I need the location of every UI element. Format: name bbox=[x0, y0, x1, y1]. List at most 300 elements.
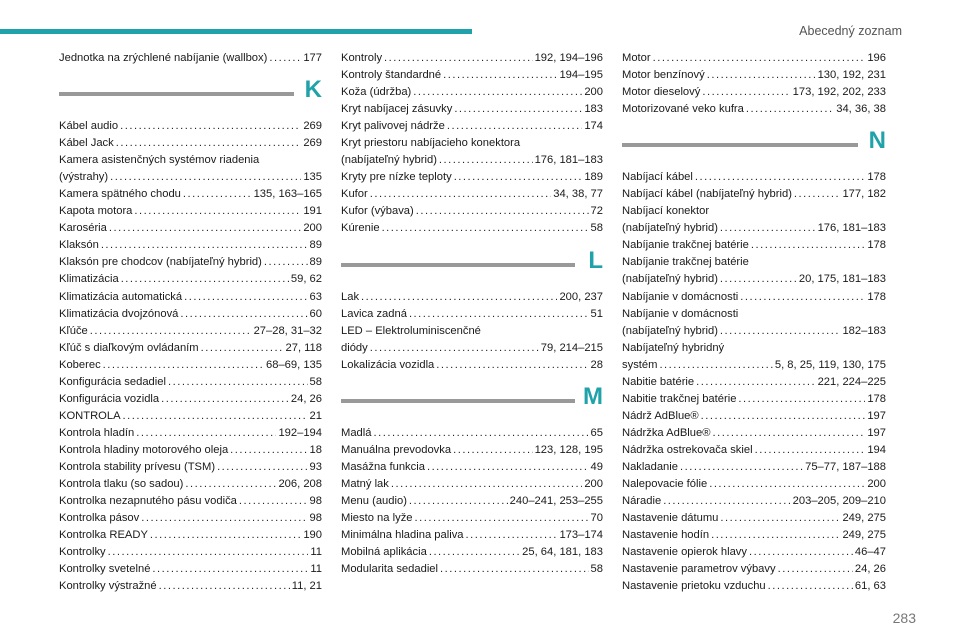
dot-leader bbox=[201, 340, 284, 357]
entry-pages: 58 bbox=[590, 222, 603, 235]
entry-term: (nabíjateľný hybrid) bbox=[341, 154, 437, 167]
entry-term: Klaksón bbox=[59, 239, 99, 252]
entry-term: Kúrenie bbox=[341, 222, 380, 235]
dot-leader bbox=[134, 203, 301, 220]
entry-term: Konfigurácia vozidla bbox=[59, 392, 160, 405]
index-entry bbox=[59, 442, 322, 459]
index-entry bbox=[59, 220, 322, 237]
dot-leader bbox=[101, 237, 308, 254]
entry-term: Koberec bbox=[59, 358, 101, 371]
entry-pages: 24, 26 bbox=[290, 392, 322, 405]
index-entry bbox=[341, 101, 603, 118]
dot-leader bbox=[447, 118, 582, 135]
index-entry bbox=[622, 220, 886, 237]
index-entry bbox=[59, 186, 322, 203]
dot-leader bbox=[90, 323, 252, 340]
entry-term: Kontroly bbox=[341, 52, 383, 64]
entry-pages: 240–241, 253–255 bbox=[509, 494, 603, 507]
entry-pages: 98 bbox=[309, 495, 322, 508]
entry-term: Nabíjací kábel (nabíjateľný hybrid) bbox=[622, 188, 792, 201]
page-number: 283 bbox=[892, 610, 916, 626]
index-entry bbox=[59, 203, 322, 220]
entry-pages: 89 bbox=[309, 256, 322, 269]
dot-leader bbox=[701, 408, 866, 425]
dot-leader bbox=[391, 476, 582, 493]
entry-term: Kontroly štandardné bbox=[341, 69, 442, 82]
index-entry bbox=[622, 101, 886, 118]
index-entry bbox=[59, 306, 322, 323]
entry-term: Kryty pre nízke teploty bbox=[341, 171, 452, 184]
section-rule bbox=[341, 263, 575, 267]
index-entry bbox=[341, 186, 603, 203]
dot-leader bbox=[439, 152, 533, 169]
entry-term: Kontrolky svetelné bbox=[59, 563, 151, 576]
index-entry bbox=[622, 578, 886, 595]
entry-pages: 27–28, 31–32 bbox=[253, 324, 322, 337]
entry-pages: 135, 163–165 bbox=[253, 188, 322, 201]
dot-leader bbox=[264, 254, 308, 271]
entry-term: Motorizované veko kufra bbox=[622, 103, 744, 116]
index-entry bbox=[59, 289, 322, 306]
dot-leader bbox=[466, 527, 558, 544]
section-rule bbox=[622, 143, 858, 147]
index-entry bbox=[59, 544, 322, 561]
entry-pages: 49 bbox=[590, 460, 603, 473]
index-entry bbox=[622, 459, 886, 476]
index-entry bbox=[341, 152, 603, 169]
entry-term: Kľúče bbox=[59, 324, 88, 337]
index-entry bbox=[59, 254, 322, 271]
entry-term: Kábel Jack bbox=[59, 137, 114, 150]
entry-term: Nabíjací kábel bbox=[622, 171, 693, 184]
entry-term: systém bbox=[622, 358, 658, 371]
entry-pages: 178 bbox=[867, 290, 886, 303]
index-entry bbox=[59, 357, 322, 374]
dot-leader bbox=[653, 50, 866, 67]
entry-term: Jednotka na zrýchlené nabíjanie (wallbox) bbox=[59, 52, 268, 64]
dot-leader bbox=[429, 544, 520, 561]
entry-term: Kontrolka nezapnutého pásu vodiča bbox=[59, 495, 237, 508]
dot-leader bbox=[749, 544, 853, 561]
index-column-3 bbox=[622, 50, 886, 595]
dot-leader bbox=[453, 442, 532, 459]
dot-leader bbox=[696, 374, 815, 391]
entry-pages: 11, 21 bbox=[291, 580, 322, 593]
entry-pages: 46–47 bbox=[854, 546, 886, 559]
entry-term: Minimálna hladina paliva bbox=[341, 529, 464, 542]
index-entry bbox=[341, 203, 603, 220]
entry-term: Klimatizácia dvojzónová bbox=[59, 307, 179, 320]
entry-term: Kufor bbox=[341, 188, 368, 201]
entry-term: Kapota motora bbox=[59, 205, 133, 218]
entry-term: Nádržka ostrekovača skiel bbox=[622, 443, 753, 456]
index-entry bbox=[59, 374, 322, 391]
dot-leader bbox=[361, 289, 557, 306]
index-entry bbox=[59, 118, 322, 135]
letter-section-divider bbox=[622, 118, 886, 169]
entry-pages: 59, 62 bbox=[290, 273, 322, 286]
entry-pages: 58 bbox=[309, 375, 322, 388]
dot-leader bbox=[440, 561, 589, 578]
dot-leader bbox=[720, 271, 797, 288]
entry-term: Lak bbox=[341, 290, 360, 303]
section-letter: K bbox=[304, 76, 322, 104]
entry-term: Kábel audio bbox=[59, 120, 119, 133]
entry-pages: 197 bbox=[867, 409, 886, 422]
entry-term: Mobilná aplikácia bbox=[341, 546, 427, 559]
dot-leader bbox=[415, 510, 589, 527]
dot-leader bbox=[269, 50, 301, 67]
entry-term: Modularita sedadiel bbox=[341, 563, 439, 576]
entry-pages: 20, 175, 181–183 bbox=[798, 273, 886, 286]
index-entry bbox=[622, 510, 886, 527]
entry-term: diódy bbox=[341, 341, 368, 354]
entry-pages: 173, 192, 202, 233 bbox=[792, 86, 886, 99]
entry-pages: 183 bbox=[584, 103, 603, 116]
dot-leader bbox=[108, 544, 309, 561]
index-entry-line: Nabíjateľný hybridný bbox=[622, 341, 725, 354]
index-entry bbox=[622, 169, 886, 186]
index-entry bbox=[59, 459, 322, 476]
entry-term: Nastavenie hodín bbox=[622, 529, 710, 542]
entry-pages: 249, 275 bbox=[842, 529, 886, 542]
index-entry bbox=[341, 220, 603, 237]
entry-term: Kontrola hladín bbox=[59, 426, 135, 439]
entry-pages: 200, 237 bbox=[559, 290, 603, 303]
dot-leader bbox=[738, 391, 865, 408]
section-letter: M bbox=[583, 382, 603, 410]
dot-leader bbox=[413, 84, 582, 101]
letter-section-divider bbox=[59, 67, 322, 118]
dot-leader bbox=[123, 408, 308, 425]
dot-leader bbox=[427, 459, 589, 476]
section-title: Abecedný zoznam bbox=[799, 24, 902, 38]
dot-leader bbox=[443, 67, 557, 84]
entry-term: Manuálna prevodovka bbox=[341, 443, 452, 456]
index-entry bbox=[59, 578, 322, 595]
index-entry bbox=[59, 476, 322, 493]
index-entry-line: Kryt priestoru nabíjacieho konektora bbox=[341, 137, 521, 150]
entry-term: Nabíjanie trakčnej batérie bbox=[622, 239, 749, 252]
index-entry bbox=[622, 442, 886, 459]
entry-term: Klaksón pre chodcov (nabíjateľný hybrid) bbox=[59, 256, 262, 269]
dot-leader bbox=[217, 459, 307, 476]
entry-pages: 70 bbox=[590, 511, 603, 524]
entry-pages: 200 bbox=[303, 222, 322, 235]
dot-leader bbox=[185, 476, 276, 493]
entry-term: (nabíjateľný hybrid) bbox=[622, 324, 718, 337]
dot-leader bbox=[382, 220, 589, 237]
dot-leader bbox=[720, 510, 840, 527]
dot-leader bbox=[409, 306, 589, 323]
index-entry bbox=[622, 476, 886, 493]
dot-leader bbox=[659, 357, 772, 374]
entry-pages: 176, 181–183 bbox=[534, 154, 603, 167]
dot-leader bbox=[755, 442, 866, 459]
entry-term: Kryt nabíjacej zásuvky bbox=[341, 103, 453, 116]
entry-pages: 60 bbox=[309, 307, 322, 320]
entry-term: Kontrola hladiny motorového oleja bbox=[59, 443, 229, 456]
dot-leader bbox=[711, 527, 840, 544]
entry-term: Kontrola stability prívesu (TSM) bbox=[59, 460, 216, 473]
index-entry bbox=[59, 50, 322, 67]
letter-section-divider bbox=[341, 374, 603, 425]
entry-pages: 93 bbox=[309, 460, 322, 473]
entry-term: Konfigurácia sedadiel bbox=[59, 375, 166, 388]
index-entry bbox=[341, 442, 603, 459]
dot-leader bbox=[746, 101, 834, 118]
index-entry bbox=[622, 289, 886, 306]
header-accent-bar bbox=[0, 29, 472, 34]
index-entry bbox=[622, 186, 886, 203]
entry-pages: 75–77, 187–188 bbox=[805, 460, 886, 473]
index-entry bbox=[341, 476, 603, 493]
dot-leader bbox=[109, 220, 301, 237]
dot-leader bbox=[740, 289, 865, 306]
index-entry-line: Nabíjanie v domácnosti bbox=[622, 307, 739, 320]
entry-term: Kufor (výbava) bbox=[341, 205, 414, 218]
entry-term: Klimatizácia bbox=[59, 273, 119, 286]
dot-leader bbox=[778, 561, 853, 578]
entry-pages: 189 bbox=[584, 171, 603, 184]
index-entry bbox=[59, 323, 322, 340]
index-entry bbox=[59, 425, 322, 442]
dot-leader bbox=[436, 357, 588, 374]
entry-pages: 34, 36, 38 bbox=[836, 103, 886, 116]
dot-leader bbox=[720, 220, 816, 237]
entry-pages: 79, 214–215 bbox=[540, 341, 603, 354]
entry-pages: 11 bbox=[310, 546, 322, 559]
dot-leader bbox=[141, 510, 307, 527]
index-entry bbox=[622, 408, 886, 425]
entry-pages: 135 bbox=[303, 171, 322, 184]
entry-pages: 200 bbox=[584, 86, 603, 99]
entry-term: Menu (audio) bbox=[341, 494, 407, 507]
entry-pages: 25, 64, 181, 183 bbox=[522, 546, 603, 559]
index-entry bbox=[341, 544, 603, 561]
index-entry bbox=[341, 561, 603, 578]
entry-pages: 51 bbox=[590, 307, 603, 320]
dot-leader bbox=[720, 323, 841, 340]
index-entry bbox=[622, 544, 886, 561]
entry-term: Kryt palivovej nádrže bbox=[341, 120, 445, 133]
dot-leader bbox=[184, 289, 307, 306]
dot-leader bbox=[768, 578, 853, 595]
entry-term: KONTROLA bbox=[59, 409, 121, 422]
entry-pages: 221, 224–225 bbox=[817, 375, 886, 388]
index-entry bbox=[341, 67, 603, 84]
dot-leader bbox=[161, 391, 289, 408]
dot-leader bbox=[239, 493, 308, 510]
entry-pages: 173–174 bbox=[559, 529, 603, 542]
index-entry bbox=[59, 561, 322, 578]
entry-term: Motor bbox=[622, 52, 651, 64]
section-rule bbox=[341, 399, 575, 403]
dot-leader bbox=[680, 459, 803, 476]
index-column-1 bbox=[59, 50, 322, 595]
index-entry bbox=[622, 237, 886, 254]
index-entry bbox=[622, 493, 886, 510]
entry-pages: 178 bbox=[867, 392, 886, 405]
entry-term: Nádrž AdBlue® bbox=[622, 409, 699, 422]
dot-leader bbox=[116, 135, 302, 152]
entry-term: Miesto na lyže bbox=[341, 511, 413, 524]
entry-pages: 206, 208 bbox=[278, 478, 322, 491]
index-entry bbox=[622, 50, 886, 67]
index-entry bbox=[341, 50, 603, 67]
entry-term: Masážna funkcia bbox=[341, 460, 425, 473]
entry-term: (nabíjateľný hybrid) bbox=[622, 273, 718, 286]
entry-term: Nastavenie opierok hlavy bbox=[622, 546, 747, 559]
entry-term: Nádržka AdBlue® bbox=[622, 426, 711, 439]
index-entry bbox=[59, 408, 322, 425]
dot-leader bbox=[103, 357, 264, 374]
index-entry bbox=[341, 289, 603, 306]
index-entry bbox=[341, 510, 603, 527]
dot-leader bbox=[454, 101, 582, 118]
dot-leader bbox=[416, 203, 589, 220]
index-entry bbox=[341, 118, 603, 135]
entry-pages: 269 bbox=[303, 120, 322, 133]
dot-leader bbox=[168, 374, 308, 391]
index-entry bbox=[341, 84, 603, 101]
entry-pages: 34, 38, 77 bbox=[553, 188, 603, 201]
index-entry bbox=[341, 527, 603, 544]
entry-pages: 177, 182 bbox=[842, 188, 886, 201]
entry-pages: 178 bbox=[867, 239, 886, 252]
entry-term: Klimatizácia automatická bbox=[59, 290, 183, 303]
entry-pages: 61, 63 bbox=[854, 580, 886, 593]
entry-pages: 68–69, 135 bbox=[266, 358, 322, 371]
entry-pages: 174 bbox=[584, 120, 603, 133]
dot-leader bbox=[454, 169, 583, 186]
entry-pages: 98 bbox=[309, 512, 322, 525]
entry-term: Kontrola tlaku (so sadou) bbox=[59, 478, 184, 491]
entry-term: (výstrahy) bbox=[59, 171, 109, 184]
index-entry-line: Nabíjanie trakčnej batérie bbox=[622, 256, 749, 269]
dot-leader bbox=[370, 186, 551, 203]
entry-term: Kontrolka READY bbox=[59, 529, 148, 542]
index-entry-line: Nabíjací konektor bbox=[622, 205, 710, 218]
index-entry bbox=[622, 391, 886, 408]
entry-pages: 65 bbox=[590, 426, 603, 439]
entry-pages: 194–195 bbox=[559, 69, 603, 82]
entry-pages: 190 bbox=[303, 529, 322, 542]
dot-leader bbox=[384, 50, 533, 67]
entry-term: Madlá bbox=[341, 426, 372, 439]
dot-leader bbox=[409, 493, 508, 510]
entry-term: Motor benzínový bbox=[622, 69, 705, 82]
entry-pages: 197 bbox=[867, 426, 886, 439]
entry-pages: 27, 118 bbox=[285, 341, 322, 354]
entry-term: Nastavenie dátumu bbox=[622, 512, 719, 525]
index-entry bbox=[341, 169, 603, 186]
dot-leader bbox=[159, 578, 290, 595]
index-entry bbox=[59, 271, 322, 288]
index-entry bbox=[622, 561, 886, 578]
index-entry bbox=[622, 84, 886, 101]
entry-term: Nabitie batérie bbox=[622, 375, 695, 388]
dot-leader bbox=[120, 118, 301, 135]
entry-term: Nabitie trakčnej batérie bbox=[622, 392, 737, 405]
entry-pages: 5, 8, 25, 119, 130, 175 bbox=[774, 358, 886, 371]
index-entry bbox=[59, 493, 322, 510]
entry-term: Matný lak bbox=[341, 477, 389, 490]
dot-leader bbox=[110, 169, 301, 186]
index-entry bbox=[59, 135, 322, 152]
entry-pages: 203–205, 209–210 bbox=[792, 495, 886, 508]
entry-pages: 24, 26 bbox=[854, 563, 886, 576]
index-entry bbox=[622, 323, 886, 340]
index-entry bbox=[622, 271, 886, 288]
index-entry bbox=[59, 527, 322, 544]
index-entry bbox=[59, 391, 322, 408]
dot-leader bbox=[136, 425, 276, 442]
dot-leader bbox=[121, 271, 289, 288]
entry-pages: 196 bbox=[867, 52, 886, 64]
entry-pages: 192, 194–196 bbox=[534, 52, 603, 64]
index-entry bbox=[59, 510, 322, 527]
entry-pages: 123, 128, 195 bbox=[534, 443, 603, 456]
letter-section-divider bbox=[341, 238, 603, 289]
entry-pages: 200 bbox=[867, 478, 886, 491]
index-entry bbox=[622, 527, 886, 544]
index-entry bbox=[341, 340, 603, 357]
index-entry bbox=[341, 306, 603, 323]
section-letter: L bbox=[588, 246, 603, 274]
dot-leader bbox=[180, 306, 307, 323]
entry-term: Motor dieselový bbox=[622, 86, 701, 99]
entry-pages: 249, 275 bbox=[842, 512, 886, 525]
entry-pages: 21 bbox=[309, 409, 322, 422]
entry-pages: 18 bbox=[309, 443, 322, 456]
dot-leader bbox=[712, 425, 865, 442]
entry-pages: 63 bbox=[309, 290, 322, 303]
entry-pages: 194 bbox=[867, 443, 886, 456]
entry-term: Nastavenie prietoku vzduchu bbox=[622, 580, 766, 593]
index-entry bbox=[341, 357, 603, 374]
entry-term: Lavica zadná bbox=[341, 307, 407, 320]
dot-leader bbox=[152, 561, 308, 578]
entry-term: Karoséria bbox=[59, 222, 107, 235]
section-letter: N bbox=[868, 127, 886, 155]
entry-term: Koža (údržba) bbox=[341, 86, 412, 99]
entry-pages: 178 bbox=[867, 171, 886, 184]
index-entry bbox=[59, 169, 322, 186]
index-entry bbox=[622, 67, 886, 84]
entry-pages: 58 bbox=[590, 563, 603, 576]
dot-leader bbox=[150, 527, 301, 544]
entry-pages: 200 bbox=[584, 477, 603, 490]
entry-term: (nabíjateľný hybrid) bbox=[622, 222, 718, 235]
index-entry bbox=[341, 459, 603, 476]
dot-leader bbox=[183, 186, 252, 203]
index-entry bbox=[59, 340, 322, 357]
entry-pages: 130, 192, 231 bbox=[817, 69, 886, 82]
dot-leader bbox=[695, 169, 865, 186]
section-rule bbox=[59, 92, 294, 96]
entry-term: Nalepovacie fólie bbox=[622, 478, 708, 491]
entry-pages: 177 bbox=[303, 52, 322, 64]
dot-leader bbox=[663, 493, 790, 510]
entry-pages: 191 bbox=[303, 205, 322, 218]
dot-leader bbox=[370, 340, 539, 357]
entry-pages: 28 bbox=[590, 358, 603, 371]
entry-term: Nastavenie parametrov výbavy bbox=[622, 563, 776, 576]
index-entry bbox=[59, 237, 322, 254]
entry-pages: 11 bbox=[310, 563, 322, 576]
entry-pages: 72 bbox=[590, 205, 603, 218]
